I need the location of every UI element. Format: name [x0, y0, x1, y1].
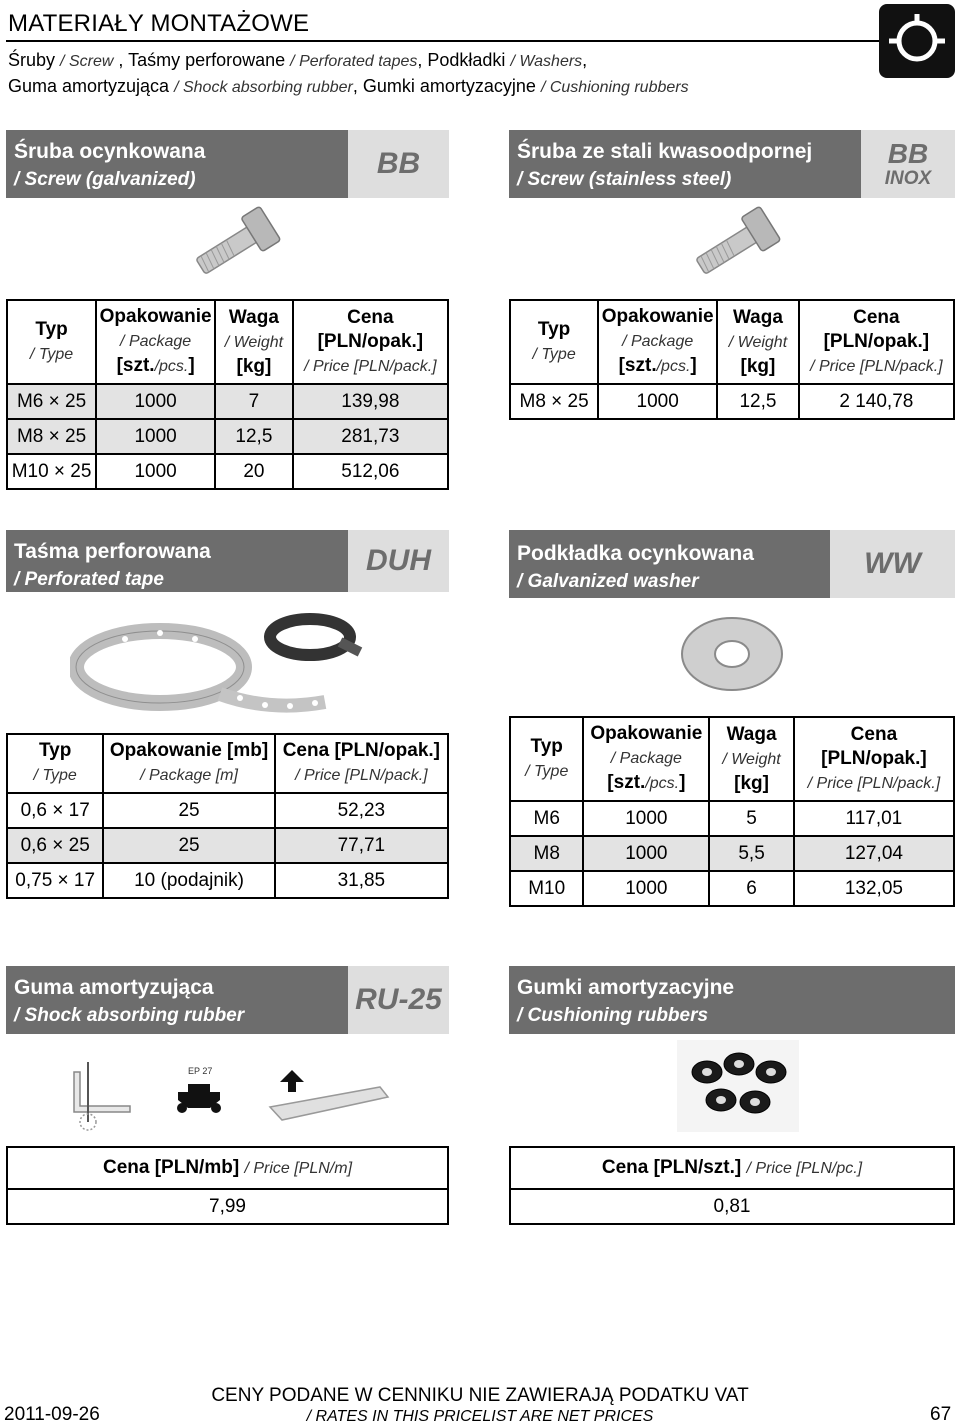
hd-cena: Cena — [850, 723, 898, 745]
cell-type: M8 — [510, 836, 583, 871]
hd-opak-unit-en: /pcs. — [154, 358, 189, 375]
hd-opak-en: / Package — [610, 750, 682, 767]
footer-note-en: / RATES IN THIS PRICELIST ARE NET PRICES — [306, 1408, 654, 1425]
cat-screw: Śruby — [8, 50, 56, 70]
cell-price: 512,06 — [293, 454, 448, 489]
cell-type: M8 × 25 — [510, 384, 598, 419]
section-name-pl: Śruba ze stali kwasoodpornej — [517, 140, 813, 163]
hd-waga-en: / Weight — [728, 333, 788, 351]
cell-type: M6 × 25 — [7, 384, 96, 419]
hd-opak-unit: [szt. — [618, 355, 657, 376]
col-type — [510, 717, 583, 801]
table-row — [7, 863, 448, 898]
section-header-bb-inox — [509, 130, 955, 198]
cushioning-rubbers-image — [677, 1040, 799, 1132]
cat-cushion: Gumki amortyzacyjne — [362, 76, 536, 96]
cell-weight: 7 — [215, 384, 293, 419]
price-table-duh — [6, 733, 449, 899]
cat-sep: , — [582, 50, 588, 70]
table-row — [7, 828, 448, 863]
cell-package: 1000 — [96, 419, 215, 454]
hd-cena-en: / Price [PLN/pack.] — [807, 774, 941, 792]
cell-weight: 12,5 — [717, 384, 799, 419]
cell-price: 77,71 — [275, 828, 448, 863]
cell-price: 117,01 — [794, 801, 954, 836]
cell-weight: 5,5 — [709, 836, 794, 871]
col-price — [293, 300, 448, 384]
price-table-bb — [6, 299, 449, 490]
hd-typ-en: / Type — [525, 762, 569, 780]
cell-price: 0,81 — [510, 1189, 954, 1224]
table-row — [510, 1189, 954, 1224]
hd-typ-en: / Type — [33, 767, 77, 784]
hd-opak: Opakowanie — [601, 306, 714, 327]
cell-type: M10 × 25 — [7, 454, 96, 489]
footer-note-pl: CENY PODANE W CENNIKU NIE ZAWIERAJĄ PODATKU VAT — [211, 1385, 749, 1406]
price-table-bb-inox — [509, 299, 955, 420]
col-price — [510, 1147, 954, 1189]
hd-cena: Cena — [853, 306, 900, 328]
product-code-text: RU-25 — [355, 983, 442, 1016]
cell-price: 281,73 — [293, 419, 448, 454]
hd-waga: Waga — [726, 723, 777, 745]
cat-washers-en: / Washers — [510, 53, 583, 70]
section-header-bb — [6, 130, 449, 198]
table-header-row — [7, 1147, 448, 1189]
hd-opak-unit: [szt. — [607, 772, 646, 793]
cell-price: 31,85 — [275, 863, 448, 898]
page-title: MATERIAŁY MONTAŻOWE — [8, 10, 310, 37]
hd-waga-en: / Weight — [224, 333, 284, 351]
cell-price: 7,99 — [7, 1189, 448, 1224]
table-header-row — [7, 300, 448, 384]
cat-sep: , — [417, 50, 428, 70]
category-line-2 — [8, 76, 689, 97]
hd-typ: Typ — [530, 735, 563, 757]
hd-cena-en: / Price [PLN/pack.] — [304, 357, 437, 375]
cat-washers: Podkładki — [427, 50, 506, 70]
section-name — [6, 966, 348, 1034]
section-name-en: / Screw (stainless steel) — [517, 169, 732, 190]
table-row — [7, 793, 448, 828]
hd-typ: Typ — [38, 740, 72, 761]
cell-package: 1000 — [583, 836, 709, 871]
footer-date: 2011-09-26 — [4, 1404, 100, 1425]
section-name-pl: Podkładka ocynkowana — [517, 542, 754, 565]
product-code-text: DUH — [366, 544, 431, 577]
cell-weight: 12,5 — [215, 419, 293, 454]
col-package — [96, 300, 215, 384]
col-type — [510, 300, 598, 384]
category-line-1 — [8, 50, 587, 71]
table-row — [510, 836, 954, 871]
col-price — [799, 300, 954, 384]
table-row — [7, 454, 448, 489]
section-name — [6, 130, 348, 198]
hd-cena-unit: [PLN/opak.] — [823, 330, 930, 352]
hd-typ: Typ — [35, 318, 68, 340]
col-package — [103, 734, 274, 793]
hd-cena-unit: [PLN/opak.] — [317, 330, 424, 352]
hd-waga: Waga — [228, 306, 279, 328]
cell-package: 1000 — [583, 871, 709, 906]
col-price — [794, 717, 954, 801]
price-table-ru25 — [6, 1146, 449, 1225]
cell-package: 25 — [103, 828, 274, 863]
hd-cena: Cena [PLN/szt.] — [601, 1156, 742, 1178]
hd-typ: Typ — [537, 318, 571, 340]
price-table-ww — [509, 716, 955, 907]
table-row — [7, 1189, 448, 1224]
col-type — [7, 300, 96, 384]
section-name-en: / Shock absorbing rubber — [14, 1005, 245, 1026]
hd-typ-en: / Type — [29, 345, 74, 363]
table-row — [510, 801, 954, 836]
product-code — [861, 130, 955, 198]
section-name — [6, 530, 348, 592]
cell-price: 2 140,78 — [799, 384, 954, 419]
product-code — [830, 530, 955, 598]
section-name — [509, 966, 955, 1034]
hd-waga-unit: [kg] — [734, 772, 769, 794]
hd-cena: Cena [PLN/opak.] — [282, 740, 441, 761]
hd-cena: Cena — [347, 306, 394, 328]
table-header-row — [510, 300, 954, 384]
circle-emblem-icon — [879, 4, 955, 78]
cat-sep: , — [352, 76, 363, 96]
cat-rubber-en: / Shock absorbing rubber — [174, 79, 353, 96]
page-number: 67 — [930, 1404, 952, 1425]
cat-sep: , — [113, 50, 129, 70]
perforated-tape-image — [70, 612, 370, 722]
cat-screw-en: / Screw — [60, 53, 114, 70]
rubber-profile-image — [70, 1052, 390, 1134]
section-name-en: / Perforated tape — [14, 569, 164, 590]
hd-cena-en: / Price [PLN/m] — [244, 1159, 353, 1177]
section-name-pl: Taśma perforowana — [14, 540, 211, 563]
cell-weight: 5 — [709, 801, 794, 836]
cat-rubber: Guma amortyzująca — [8, 76, 170, 96]
section-header-duh — [6, 530, 449, 592]
cell-type: M8 × 25 — [7, 419, 96, 454]
hd-opak-unit-end: ] — [679, 772, 686, 793]
hd-cena-en: / Price [PLN/pack.] — [810, 357, 943, 375]
product-code-text: WW — [864, 547, 921, 580]
col-price — [275, 734, 448, 793]
profile-label: EP 27 — [188, 1066, 213, 1076]
table-row — [7, 419, 448, 454]
col-weight — [215, 300, 293, 384]
col-type — [7, 734, 103, 793]
hd-opak: Opakowanie [mb] — [109, 740, 269, 761]
hd-opak-unit-en: /pcs. — [656, 358, 691, 375]
cell-package: 1000 — [96, 384, 215, 419]
footer-note — [0, 1386, 960, 1427]
cell-type: M6 — [510, 801, 583, 836]
section-name-en: / Cushioning rubbers — [517, 1005, 709, 1026]
cell-package: 1000 — [598, 384, 717, 419]
cell-type: 0,6 × 17 — [7, 793, 103, 828]
section-name-pl: Guma amortyzująca — [14, 976, 214, 999]
bolt-image — [675, 205, 790, 290]
table-header-row — [7, 734, 448, 793]
cell-weight: 20 — [215, 454, 293, 489]
col-weight — [717, 300, 799, 384]
col-package — [598, 300, 717, 384]
cell-type: 0,75 × 17 — [7, 863, 103, 898]
cat-tapes: Taśmy perforowane — [128, 50, 286, 70]
hd-cena: Cena [PLN/mb] — [102, 1156, 240, 1178]
hd-opak: Opakowanie — [590, 723, 703, 744]
table-header-row — [510, 1147, 954, 1189]
product-code — [348, 966, 449, 1034]
product-code-sub: INOX — [884, 168, 932, 189]
product-code — [348, 530, 449, 592]
hd-waga: Waga — [732, 306, 783, 328]
hd-typ-en: / Type — [532, 345, 576, 363]
hd-cena-en: / Price [PLN/pc.] — [746, 1159, 863, 1177]
cell-type: 0,6 × 25 — [7, 828, 103, 863]
cell-price: 139,98 — [293, 384, 448, 419]
hd-waga-unit: [kg] — [236, 355, 272, 377]
section-name-pl: Śruba ocynkowana — [14, 140, 206, 163]
section-name — [509, 530, 830, 598]
cell-price: 127,04 — [794, 836, 954, 871]
price-table-gumki — [509, 1146, 955, 1225]
col-package — [583, 717, 709, 801]
col-price — [7, 1147, 448, 1189]
product-code-text: BB — [376, 147, 421, 180]
section-name-en: / Galvanized washer — [517, 571, 699, 592]
cell-weight: 6 — [709, 871, 794, 906]
cell-type: M10 — [510, 871, 583, 906]
hd-opak-en: / Package — [622, 333, 694, 350]
washer-image — [675, 614, 790, 694]
table-row — [510, 384, 954, 419]
hd-cena-unit: [PLN/opak.] — [821, 747, 927, 769]
cell-package: 1000 — [96, 454, 215, 489]
section-name — [509, 130, 861, 198]
title-rule — [6, 40, 886, 42]
cell-package: 10 (podajnik) — [103, 863, 274, 898]
table-row — [510, 871, 954, 906]
hd-opak: Opakowanie — [99, 306, 212, 327]
hd-opak-en: / Package — [120, 333, 192, 350]
hd-waga-unit: [kg] — [740, 355, 776, 377]
hd-opak-unit: [szt. — [116, 355, 155, 376]
bolt-image — [175, 205, 290, 290]
cat-tapes-en: / Perforated tapes — [290, 53, 418, 70]
hd-opak-en: / Package [m] — [140, 767, 238, 784]
table-header-row — [510, 717, 954, 801]
section-header-ww — [509, 530, 955, 598]
section-name-en: / Screw (galvanized) — [14, 169, 196, 190]
cell-price: 52,23 — [275, 793, 448, 828]
cat-cushion-en: / Cushioning rubbers — [540, 79, 689, 96]
hd-opak-unit-en: /pcs. — [645, 775, 680, 792]
product-code — [348, 130, 449, 198]
product-code-text: BB — [887, 138, 929, 169]
cell-package: 1000 — [583, 801, 709, 836]
hd-cena-en: / Price [PLN/pack.] — [295, 767, 428, 784]
hd-waga-en: / Weight — [722, 750, 781, 768]
section-name-pl: Gumki amortyzacyjne — [517, 976, 735, 999]
cell-package: 25 — [103, 793, 274, 828]
section-header-gumki — [509, 966, 955, 1034]
hd-opak-unit-end: ] — [690, 355, 697, 376]
cell-price: 132,05 — [794, 871, 954, 906]
col-weight — [709, 717, 794, 801]
hd-opak-unit-end: ] — [188, 355, 195, 376]
table-row — [7, 384, 448, 419]
section-header-ru25 — [6, 966, 449, 1034]
